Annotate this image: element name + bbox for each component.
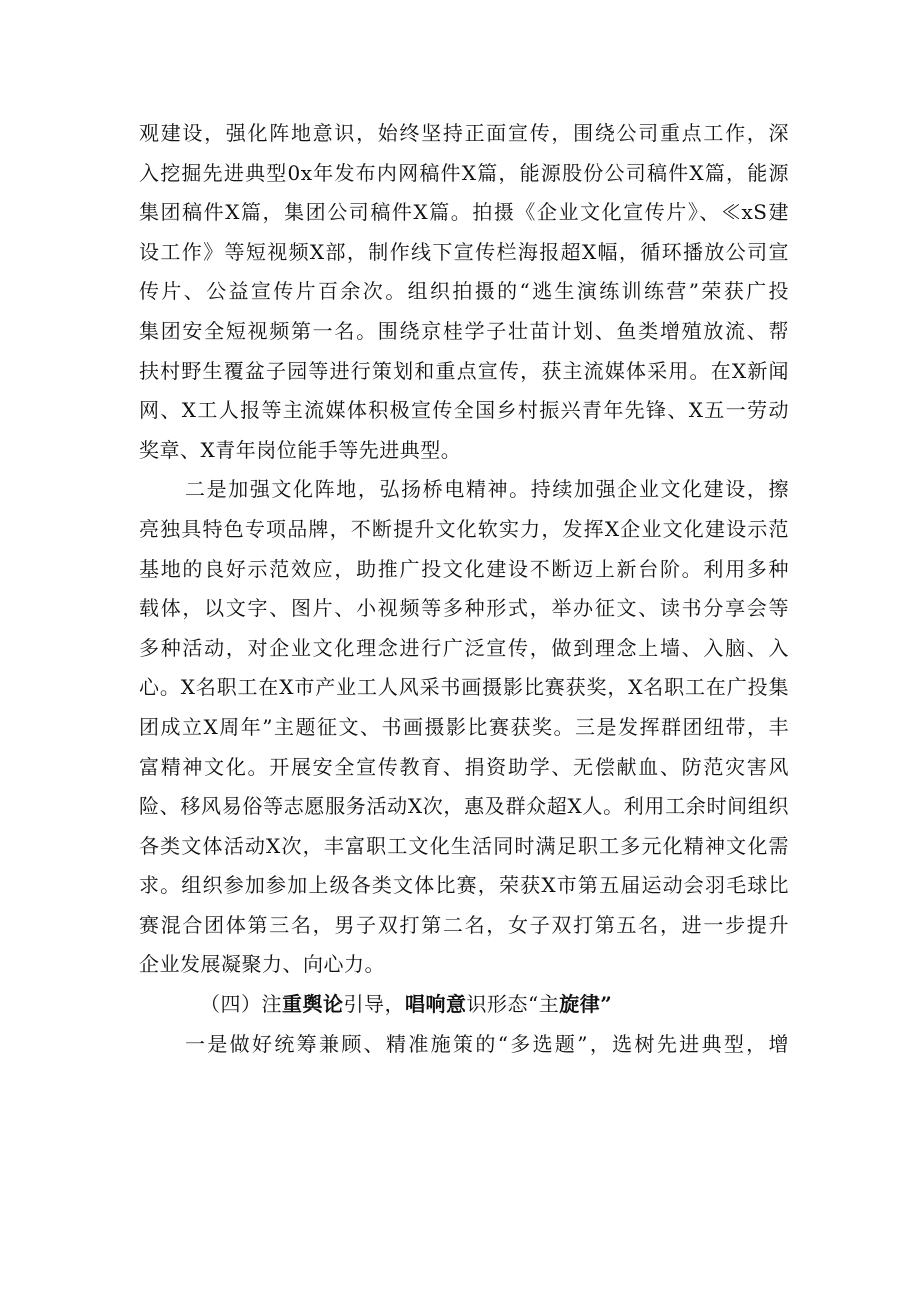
paragraph-culture xyxy=(139,470,789,985)
text-line: 多种活动，对企业文化理念进行广泛宣传，做到理念上墙、入脑、入 xyxy=(139,635,789,660)
text-line: 心。X名职工在X市产业工人风采书画摄影比赛获奖，X名职工在广投集 xyxy=(139,675,789,700)
text-line: 观建设，强化阵地意识，始终坚持正面宣传，围绕公司重点工作，深 xyxy=(139,121,789,145)
heading-part: （四）注 xyxy=(200,992,282,1017)
heading-part-bold: 旋律” xyxy=(559,992,613,1017)
text-line: 企业发展凝聚力、向心力。 xyxy=(139,952,385,977)
text-line: 集团安全短视频第一名。围绕京桂学子壮苗计划、鱼类增殖放流、帮 xyxy=(139,318,789,343)
heading-part-bold: 唱响意 xyxy=(405,992,467,1017)
text-line: 载体，以文字、图片、小视频等多种形式，举办征文、读书分享会等 xyxy=(139,596,789,621)
text-line: 奖章、X青年岗位能手等先进典型。 xyxy=(139,437,462,462)
text-line: 亮独具特色专项品牌，不断提升文化软实力，发挥X企业文化建设示范 xyxy=(139,516,789,541)
text-line: 富精神文化。开展安全宣传教育、捐资助学、无偿献血、防范灾害风 xyxy=(139,754,789,779)
heading-part-bold: 重舆论 xyxy=(282,992,344,1017)
text-line: 团成立X周年”主题征文、书画摄影比赛获奖。三是发挥群团纽带，丰 xyxy=(139,714,789,739)
text-line: 各类文体活动X次，丰富职工文化生活同时满足职工多元化精神文化需 xyxy=(139,833,789,858)
heading-part: 识形态“主 xyxy=(466,992,560,1017)
text-line: 险、移风易俗等志愿服务活动X次，惠及群众超X人。利用工余时间组织 xyxy=(139,794,789,819)
document-body xyxy=(139,114,789,1064)
text-line: 赛混合团体第三名，男子双打第二名，女子双打第五名，进一步提升 xyxy=(139,912,789,937)
section-heading xyxy=(139,985,789,1025)
paragraph-publicity xyxy=(139,114,789,470)
text-line: 基地的良好示范效应，助推广投文化建设不断迈上新台阶。利用多种 xyxy=(139,556,789,581)
text-line: 集团稿件X篇，集团公司稿件X篇。拍摄《企业文化宣传片》、≪xS建 xyxy=(139,200,789,225)
heading-part: 引导， xyxy=(343,992,405,1017)
text-line: 传片、公益宣传片百余次。组织拍摄的“逃生演练训练营”荣获广投 xyxy=(139,279,789,304)
text-line: 扶村野生覆盆子园等进行策划和重点宣传，获主流媒体采用。在X新闻 xyxy=(139,358,789,383)
text-line: 设工作》等短视频X部，制作线下宣传栏海报超X幅，循环播放公司宣 xyxy=(139,239,789,264)
text-line: 求。组织参加参加上级各类文体比赛，荣获X市第五届运动会羽毛球比 xyxy=(139,873,789,898)
paragraph-guidance xyxy=(139,1025,789,1065)
text-line: 二是加强文化阵地，弘扬桥电精神。持续加强企业文化建设，擦 xyxy=(185,477,789,502)
text-line: 一是做好统筹兼顾、精准施策的“多选题”，选树先进典型，增 xyxy=(185,1031,789,1056)
text-line: 入挖掘先进典型0x年发布内网稿件X篇，能源股份公司稿件X篇，能源 xyxy=(139,160,789,185)
text-line: 网、X工人报等主流媒体积极宣传全国乡村振兴青年先锋、X五一劳动 xyxy=(139,398,789,423)
